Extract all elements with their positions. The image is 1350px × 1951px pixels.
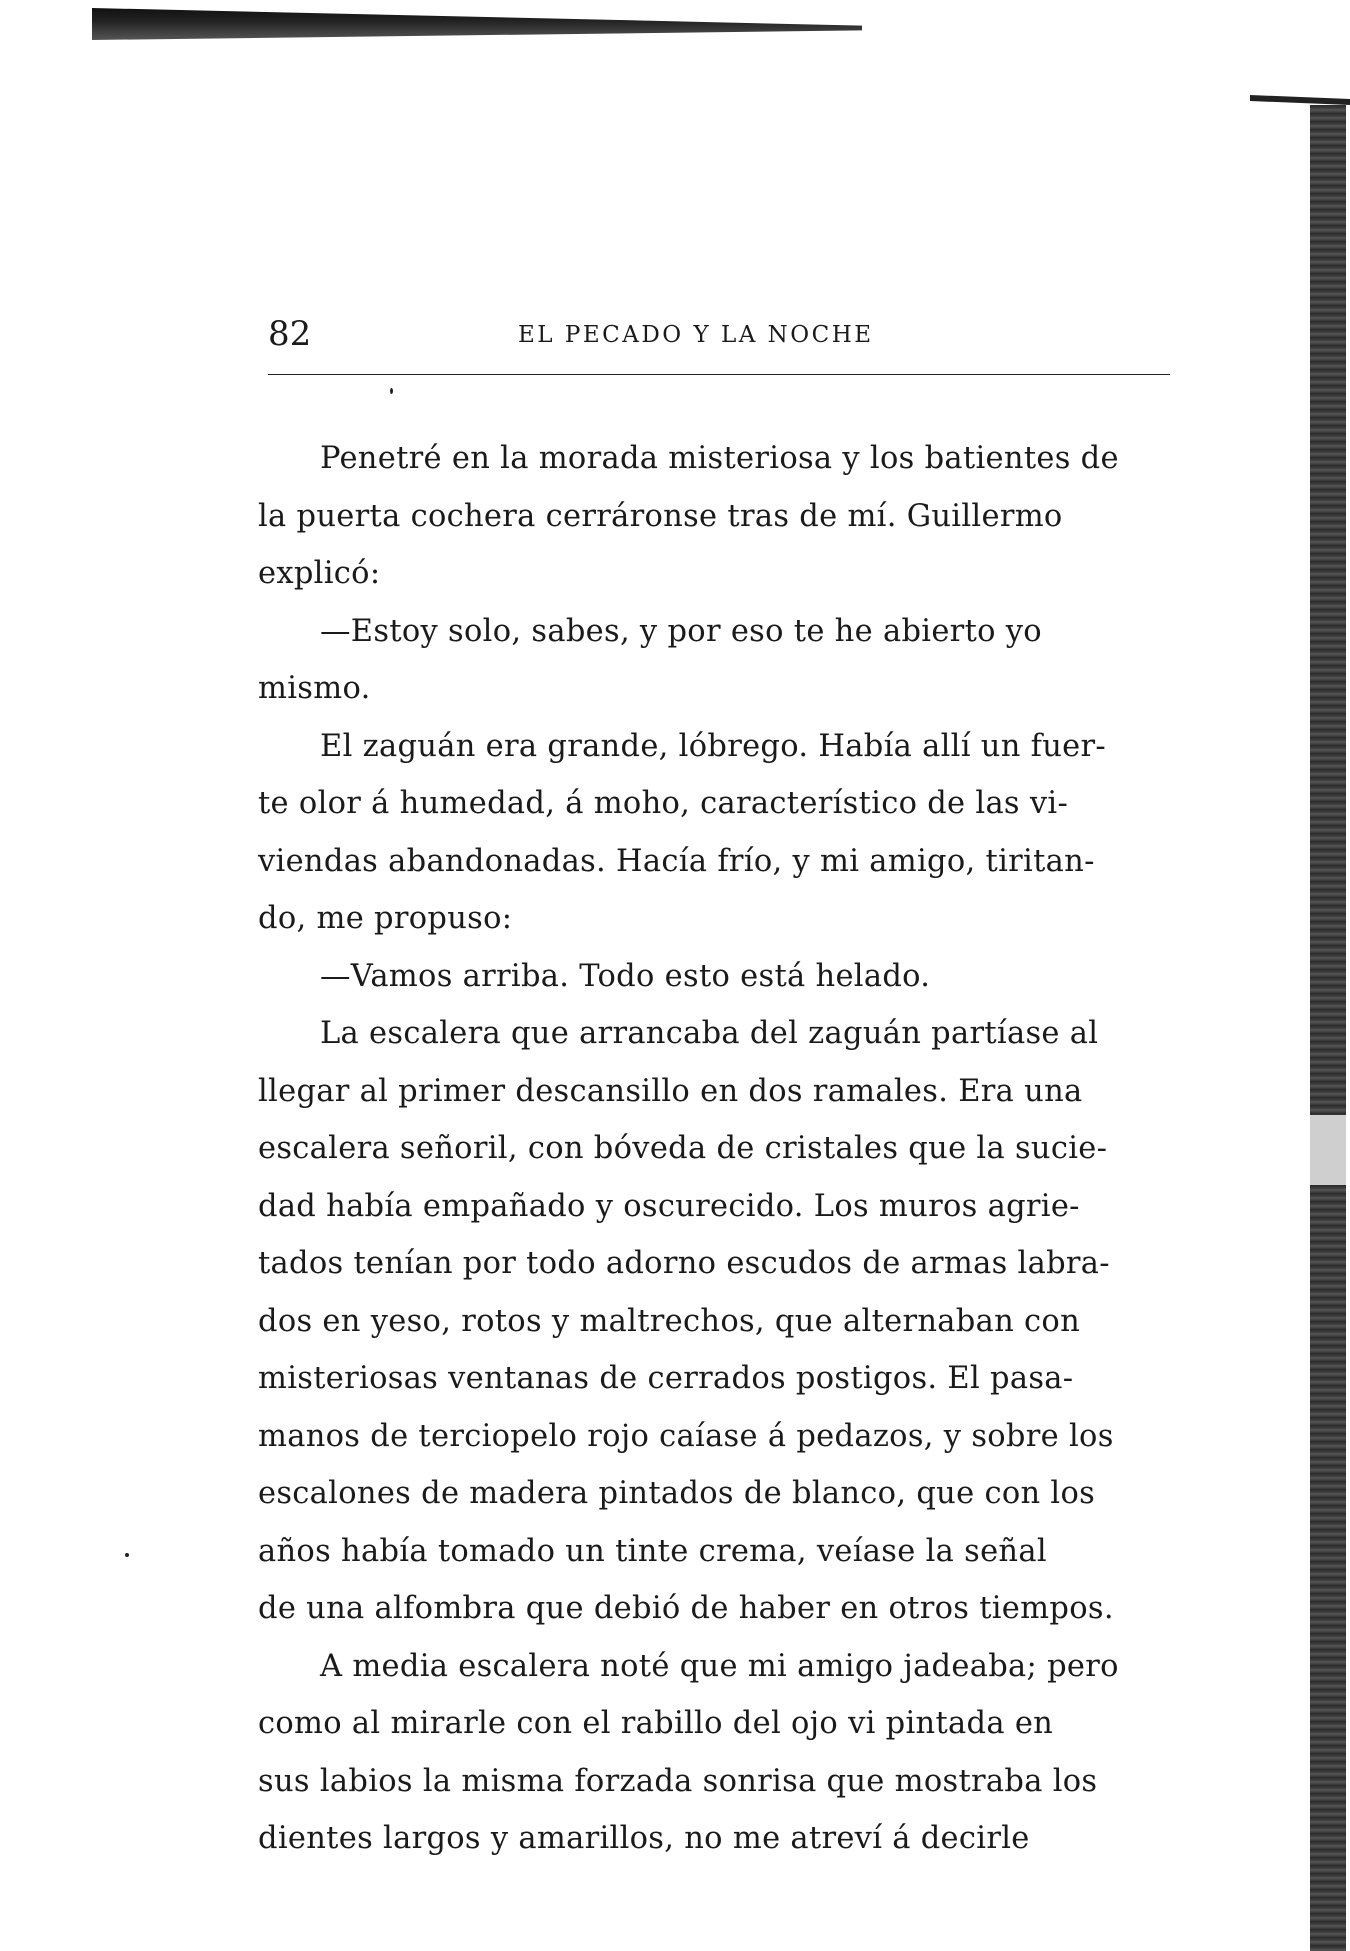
scan-edge-top <box>92 8 862 40</box>
scan-edge-right <box>1240 55 1350 1951</box>
header-rule <box>268 374 1170 375</box>
running-title: EL PECADO Y LA NOCHE <box>518 322 874 348</box>
paragraph: —Vamos arriba. Todo esto está helado. <box>320 958 931 994</box>
scan-edge-cap <box>1250 95 1350 105</box>
scan-speck <box>125 1553 129 1557</box>
page-header <box>268 308 1170 368</box>
paragraph: A media escalera noté que mi amigo jadeaba; pero como al mirarle con el rabillo del ojo vi pintada en sus labios la misma forzada sonrisa que mostraba los dientes largos y amarillos, no me atreví á decirle <box>258 1648 1119 1856</box>
paragraph: —Estoy solo, sabes, y por eso te he abierto yo mismo. <box>258 613 1042 706</box>
scan-speck <box>390 388 393 394</box>
paragraph: El zaguán era grande, lóbrego. Había allí un fuer- te olor á humedad, á moho, característico de las vi- viendas abandonadas. Hacía frío, y mi amigo, tiritan- do, me propuso: <box>258 728 1107 936</box>
page-number: 82 <box>268 314 312 354</box>
body-text <box>258 430 1186 1868</box>
book-spine-gap <box>1310 1115 1346 1185</box>
paragraph: Penetré en la morada misteriosa y los batientes de la puerta cochera cerráronse tras de mí. Guillermo explicó: <box>258 441 1119 591</box>
book-spine-shadow <box>1310 105 1346 1951</box>
paragraph: La escalera que arrancaba del zaguán partíase al llegar al primer descansillo en dos ramales. Era una escalera señoril, con bóveda de cristales que la sucie- dad había empañado y oscurecido. Los muros agrie- tados tenían por todo adorno escudos de armas labra- dos en yeso, rotos y maltrechos, que alternaban con misteriosas ventanas de cerrados postigos. El pasa- manos de terciopelo rojo caíase á pedazos, y sobre los escalones de madera pintados de blanco, que con los años había tomado un tinte crema, veíase la señal de una alfombra que debió de haber en otros tiempos. <box>258 1016 1114 1626</box>
